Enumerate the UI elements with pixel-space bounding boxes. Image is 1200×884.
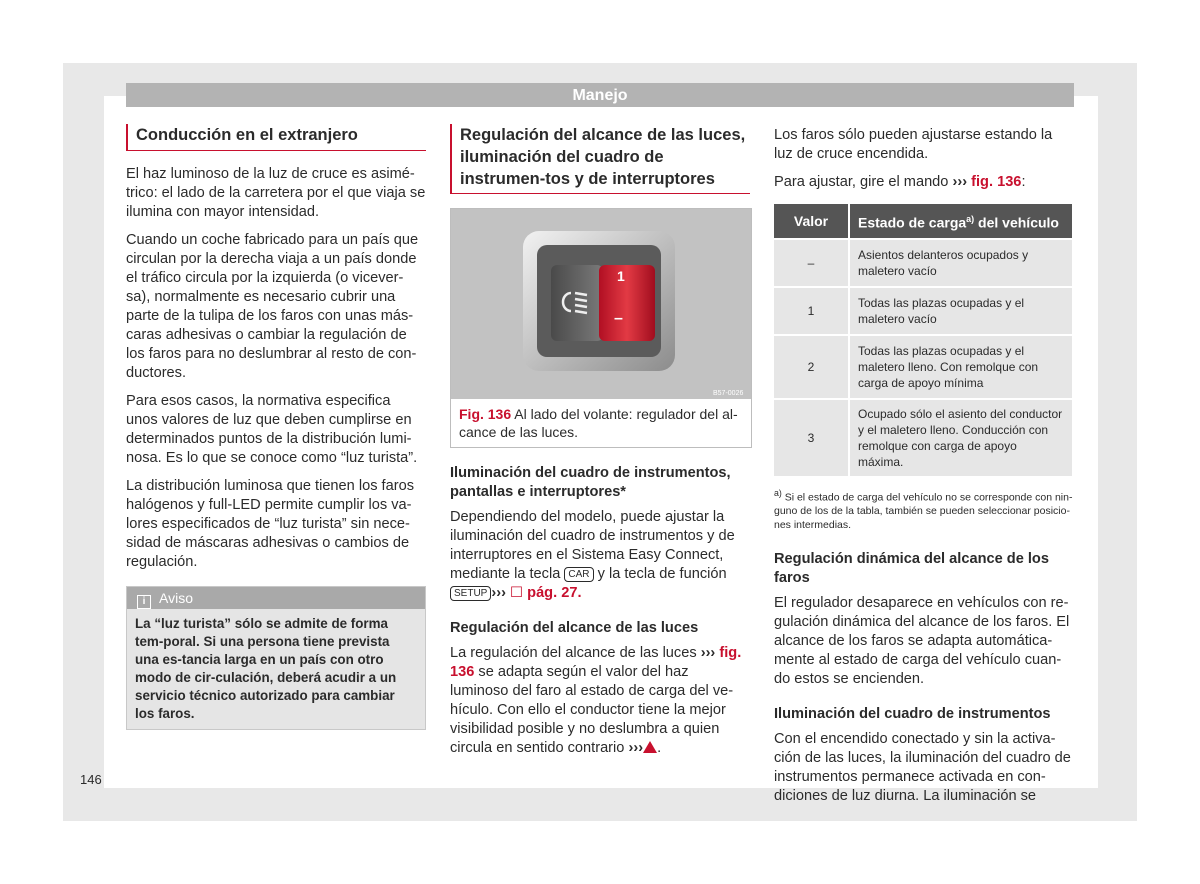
running-header: Manejo <box>126 83 1074 107</box>
table-header-valor: Valor <box>774 204 849 239</box>
paragraph: Para ajustar, gire el mando ››› fig. 136: <box>774 174 1026 190</box>
subheading: Regulación del alcance de las luces <box>450 620 699 636</box>
subheading: Regulación dinámica del alcance de los faros <box>774 551 1049 587</box>
subheading: Iluminación del cuadro de instrumentos, pantallas e interruptores* <box>450 465 731 500</box>
table-cell-valor: 2 <box>774 335 849 399</box>
load-state-table <box>774 204 1074 476</box>
figure-caption <box>451 399 751 447</box>
dial-mark-minus: – <box>614 310 623 327</box>
figure-label: Fig. 136 <box>459 406 512 422</box>
paragraph: Para esos casos, la normativa especifica unos valores de luz que deben cumplirse en determinados puntos de la distribución lumi-nosa. Es lo que se conoce como “luz turista”. <box>126 393 418 466</box>
page-number: 146 <box>80 772 102 787</box>
car-key-icon: CAR <box>564 567 593 582</box>
table-row <box>774 399 1073 476</box>
table-cell-estado: Todas las plazas ocupadas y el maletero lleno. Con remolque con carga de apoyo mínima <box>849 335 1073 399</box>
paragraph: Con el encendido conectado y sin la activa-ción de las luces, la iluminación del cuadro de instrumentos permanece activada en con-diciones de luz diurna. La iluminación se <box>774 731 1071 805</box>
figure-code: B57-0026 <box>713 390 744 397</box>
table-row <box>774 335 1073 399</box>
notice-header <box>127 587 425 609</box>
figure-136 <box>450 208 752 448</box>
table-row <box>774 287 1073 335</box>
table-cell-estado: Todas las plazas ocupadas y el maletero vacío <box>849 287 1073 335</box>
table-header-estado: Estado de carga$^{a)}$ del vehículo <box>849 204 1073 239</box>
info-icon: i <box>137 595 151 609</box>
column-3 <box>774 126 1074 815</box>
page-reference-icon: ☐ <box>510 585 524 601</box>
table-footnote: $^{a)}$ Si el estado de carga del vehículo no se corresponde con nin-guno de los de la tabla, también se pueden seleccionar posicio-nes intermedias. <box>774 487 1073 532</box>
column-2 <box>450 124 750 767</box>
section-heading: Conducción en el extranjero <box>126 124 426 151</box>
page-reference[interactable]: pág. 27. <box>527 585 582 601</box>
table-row <box>774 239 1073 287</box>
table-cell-valor: 3 <box>774 399 849 476</box>
dial-mark-one: 1 <box>617 268 625 284</box>
cross-reference-arrows: ››› <box>952 174 968 190</box>
table-cell-estado: Asientos delanteros ocupados y maletero vacío <box>849 239 1073 287</box>
cross-reference-arrows: ››› <box>628 740 644 756</box>
paragraph: El regulador desaparece en vehículos con re-gulación dinámica del alcance de los faros. El alcance de los faros se adapta automática-mente al estado de carga del vehículo cuan-do estos se encienden. <box>774 595 1070 688</box>
paragraph: La regulación del alcance de las luces ››› fig. 136 se adapta según el valor del haz luminoso del faro al estado de carga del ve-hículo. Con ello el conductor tiene la mejor visibilidad posible y no deslumbra a quien circula en sentido contrario ››› . <box>450 645 742 756</box>
paragraph: Dependiendo del modelo, puede ajustar la iluminación del cuadro de instrumentos y de interruptores en el Sistema Easy Connect, mediante la tecla CAR y la tecla de función SETUP ››› ☐ pág. 27. <box>450 509 735 601</box>
figure-caption-text: Al lado del volante: regulador del al-cance de las luces. <box>459 406 738 440</box>
paragraph: La distribución luminosa que tienen los faros halógenos y full-LED permite cumplir los va-lores especificados de “luz turista” sin nece-sidad de máscaras adhesivas o cambios de regulación. <box>126 478 414 570</box>
table-cell-valor: 1 <box>774 287 849 335</box>
column-1 <box>126 124 426 730</box>
table-cell-estado: Ocupado sólo el asiento del conductor y el maletero lleno. Conducción con remolque con carga de apoyo máxima. <box>849 399 1073 476</box>
headlight-range-control-illustration <box>451 209 751 399</box>
cross-reference-arrows: ››› <box>700 645 716 661</box>
notice-title: Aviso <box>159 590 193 606</box>
subheading: Iluminación del cuadro de instrumentos <box>774 706 1051 723</box>
notice-box <box>126 586 426 730</box>
figure-reference[interactable]: fig. 136 <box>450 645 742 680</box>
table-cell-valor: – <box>774 239 849 287</box>
paragraph: El haz luminoso de la luz de cruce es asimé-trico: el lado de la carretera por el que viaja se ilumina con mayor intensidad. <box>126 166 426 220</box>
notice-text: La “luz turista” sólo se admite de forma tem-poral. Si una persona tiene prevista una es-tancia larga en un país con otro modo de cir-culación, deberá acudir a un servicio técnico autorizado para cambiar los faros. <box>135 616 397 721</box>
figure-image <box>451 209 751 399</box>
paragraph: Los faros sólo pueden ajustarse estando la luz de cruce encendida. <box>774 127 1053 162</box>
setup-key-icon: SETUP <box>450 586 491 601</box>
section-heading: Regulación del alcance de las luces, iluminación del cuadro de instrumen-tos y de interruptores <box>450 124 750 194</box>
warning-triangle-icon[interactable] <box>643 741 657 753</box>
paragraph: Cuando un coche fabricado para un país que circulan por la derecha viaja a un país donde el tráfico circula por la izquierda (o vicever-sa), normalmente es necesario cubrir una parte de la tulipa de los faros con unas más-caras adhesivas o cambiar la regulación de los faros para no deslumbrar al resto de con-ductores. <box>126 232 419 381</box>
cross-reference-arrows: ››› <box>491 585 506 601</box>
figure-reference[interactable]: fig. 136 <box>971 174 1022 190</box>
